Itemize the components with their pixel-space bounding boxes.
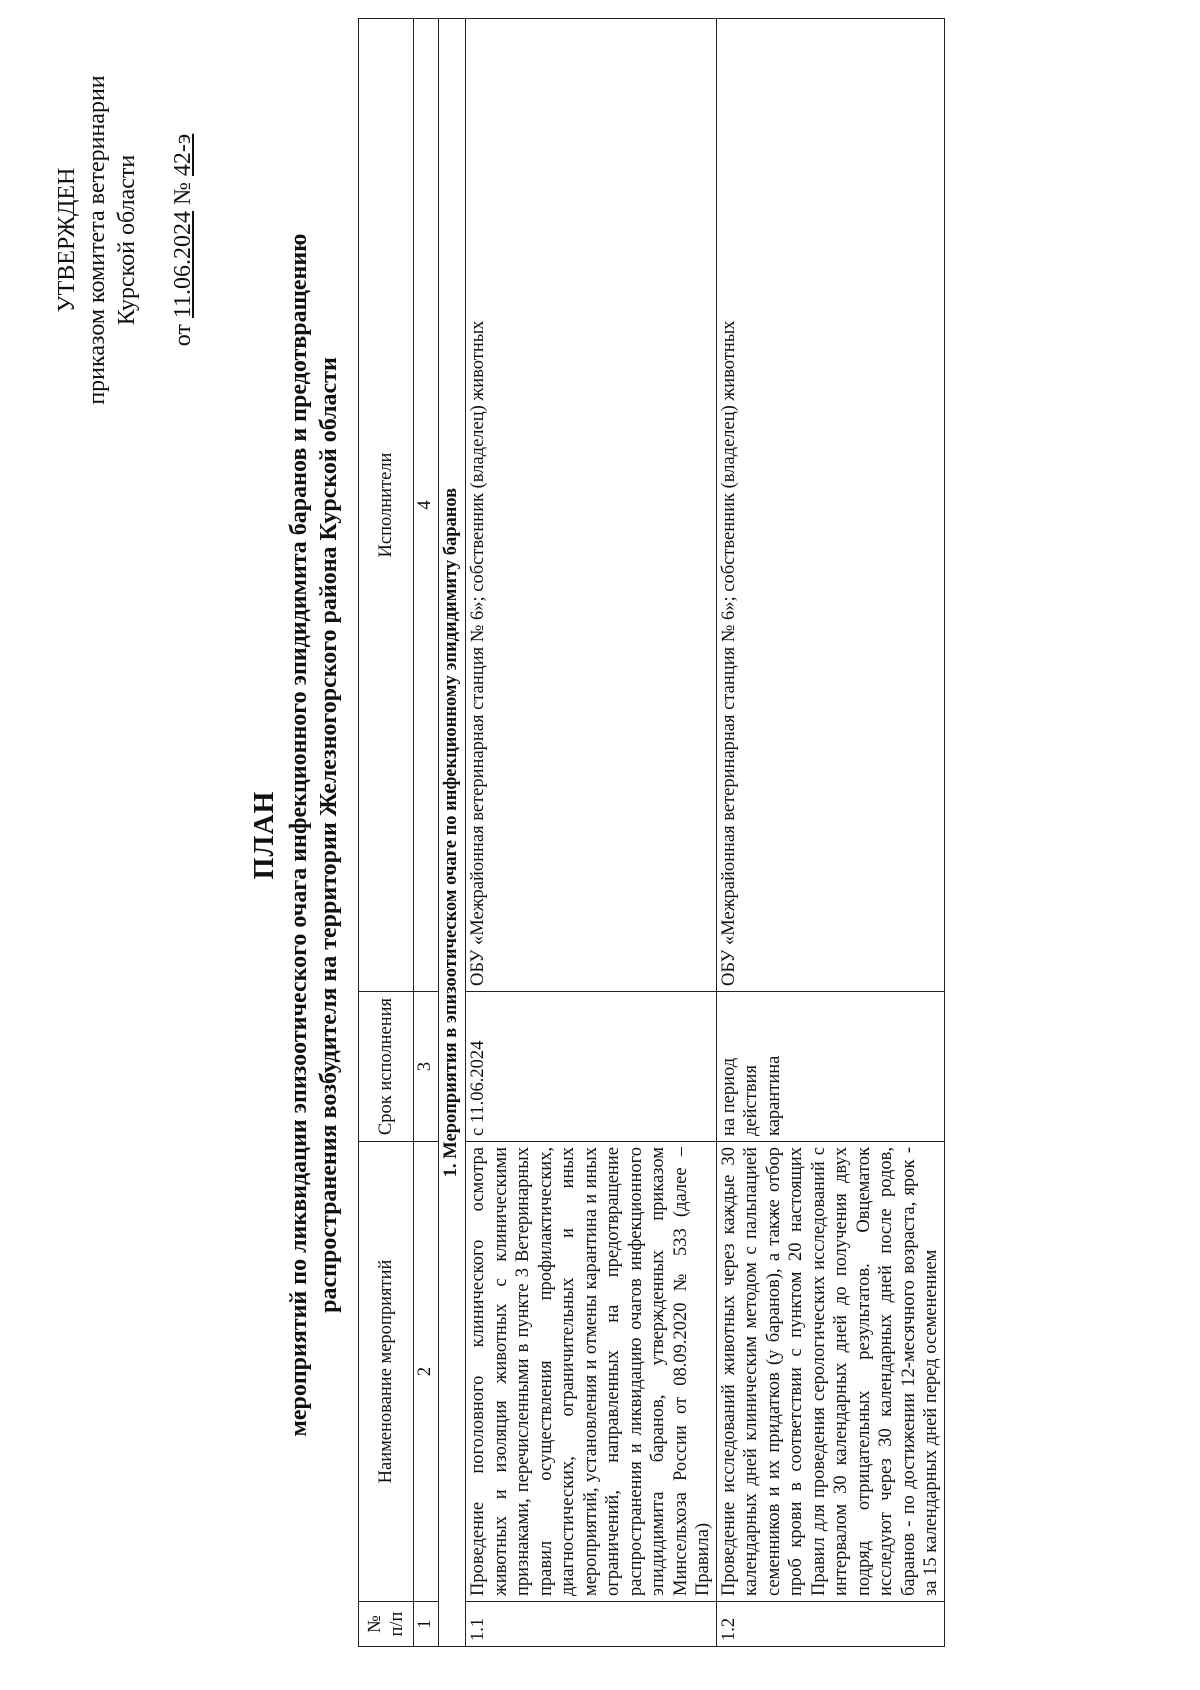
approval-line-2: Курской области [114,154,140,326]
approval-line-1: приказом комитета ветеринарии [84,75,110,405]
column-number-row [414,19,439,1647]
column-number: 4 [414,19,439,992]
approval-number: 42-э [170,133,196,177]
section-title: 1. Мероприятия в эпизоотическом очаге по инфекционному эпидидимиту баранов [439,19,466,1647]
row-term: на период действия карантина [716,992,944,1142]
row-executors: ОБУ «Межрайонная ветеринарная станция № 6»; собственник (владелец) животных [716,19,944,992]
document-title [250,130,344,1540]
title-line-2: распространения возбудителя на территории Железногорского района Курской области [316,357,342,1313]
row-number: 1.1 [466,1602,717,1647]
header-name: Наименование мероприятий [359,1142,414,1602]
approval-date-prefix: от [170,324,196,347]
table-row [466,19,717,1647]
title-line-1: мероприятий по ликвидации эпизоотического очага инфекционного эпидидимита баранов и предотвращению [286,233,312,1437]
title-plan: ПЛАН [249,790,280,880]
approval-date: 11.06.2024 [170,210,196,319]
table-header-row [359,19,414,1647]
header-term: Срок исполнения [359,992,414,1142]
approval-stamp [52,40,198,440]
approval-number-prefix: № [170,182,196,205]
row-term: с 11.06.2024 [466,992,717,1142]
row-activity: Проведение поголовного клинического осмотра животных и изоляция животных с клиническими признаками, перечисленными в пункте 3 Ветеринарных правил осуществления профилактических, диагностических, ограничительных и иных мероприятий, установления и отмены карантина и иных ограничений, направленных на предотвращение распространения и ликвидацию очагов инфекционного эпидидимита баранов, утвержденных приказом Минсельхоза России от 08.09.2020 № 533 (далее – Правила) [466,1142,717,1602]
row-activity: Проведение исследований животных через каждые 30 календарных дней клиническим методом с пальпацией семенников и их придатков (у баранов), а также отбор проб крови в соответствии с пунктом 20 настоящих Правил для проведения серологических исследований с интервалом 30 календарных дней до получения двух подряд отрицательных результатов. Овцематок исследуют через 30 календарных дней после родов, баранов - по достижении 12-месячного возраста, ярок - за 15 календарных дней перед осеменением [716,1142,944,1602]
section-row [439,19,466,1647]
column-number: 2 [414,1142,439,1602]
header-num: № п/п [359,1602,414,1647]
row-number: 1.2 [716,1602,944,1647]
approval-status: УТВЕРЖДЕН [54,167,80,313]
row-executors: ОБУ «Межрайонная ветеринарная станция № 6»; собственник (владелец) животных [466,19,717,992]
plan-table [358,18,945,1647]
column-number: 3 [414,992,439,1142]
column-number: 1 [414,1602,439,1647]
table-row [716,19,944,1647]
approval-date-line [168,40,198,440]
header-executors: Исполнители [359,19,414,992]
